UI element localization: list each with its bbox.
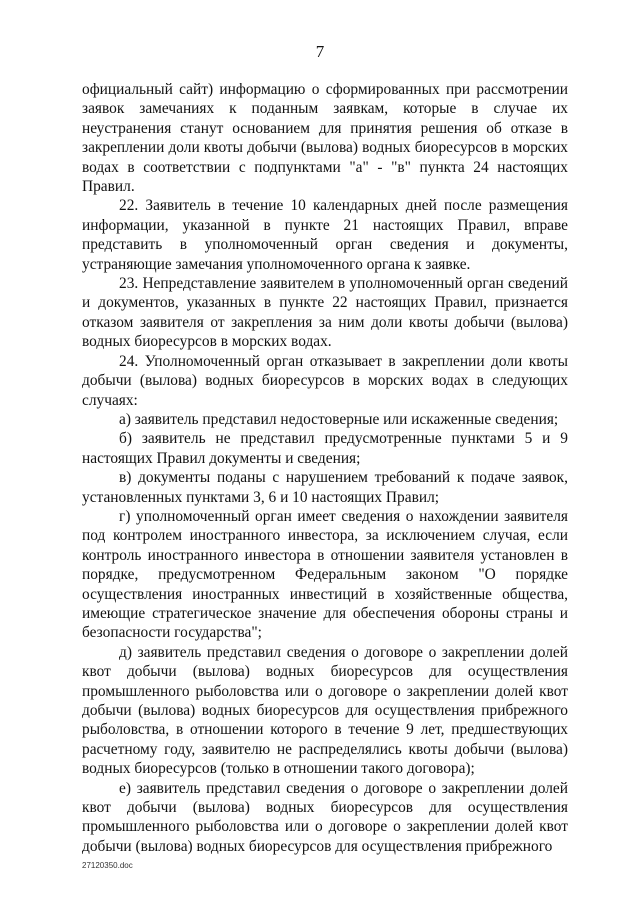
paragraph-continuation: официальный сайт) информацию о сформированных при рассмотрении заявок замечаниях к поданным заявкам, которые в случае их неустранения станут основанием для принятия решения об отказе в закреплении доли квоты добычи (вылова) водных биоресурсов в морских водах в соответствии с подпунктами "а" - "в" пункта 24 настоящих Правил. [82,81,568,196]
subparagraph-v: в) документы поданы с нарушением требований к подаче заявок, установленных пунктами 3, 6 и 10 настоящих Правил; [82,469,568,506]
subparagraph-a: а) заявитель представил недостоверные или искаженные сведения; [119,410,559,428]
paragraph-item-22: 22. Заявитель в течение 10 календарных дней после размещения информации, указанной в пункте 21 настоящих Правил, вправе представить в уполномоченный орган сведения и документы, устраняющие замечания уполномоченного органа к заявке. [82,197,568,273]
subparagraph-d: д) заявитель представил сведения о договоре о закреплении долей квот добычи (вылова) водных биоресурсов для осуществления промышленного рыболовства или о договоре о закреплении долей квот добычи (вылова) водных биоресурсов для осуществления прибрежного рыболовства, в отношении которого в течение 9 лет, предшествующих расчетному году, заявителю не распределялись квоты добычи (вылова) водных биоресурсов (только в отношении такого договора); [82,643,568,778]
document-file-footer: 27120350.doc [82,861,133,870]
subparagraph-e: е) заявитель представил сведения о договоре о закреплении долей квот добычи (вылова) водных биоресурсов для осуществления промышленного рыболовства или о договоре о закреплении долей квот добычи (вылова) водных биоресурсов для осуществления прибрежного [82,779,568,855]
document-body [82,80,568,856]
subparagraph-g: г) уполномоченный орган имеет сведения о нахождении заявителя под контролем иностранного инвестора, за исключением случая, если контроль иностранного инвестора в отношении заявителя установлен в порядке, предусмотренном Федеральным законом "О порядке осуществления иностранных инвестиций в хозяйственные общества, имеющие стратегическое значение для обеспечения обороны страны и безопасности государства"; [82,507,568,642]
page-number: 7 [315,42,325,61]
subparagraph-b: б) заявитель не представил предусмотренные пунктами 5 и 9 настоящих Правил документы и сведения; [82,430,568,467]
paragraph-item-24: 24. Уполномоченный орган отказывает в закреплении доли квоты добычи (вылова) водных биоресурсов в морских водах в следующих случаях: [82,352,568,409]
paragraph-item-23: 23. Непредставление заявителем в уполномоченный орган сведений и документов, указанных в пункте 22 настоящих Правил, признается отказом заявителя от закрепления за ним доли квоты добычи (вылова) водных биоресурсов в морских водах. [82,275,568,351]
